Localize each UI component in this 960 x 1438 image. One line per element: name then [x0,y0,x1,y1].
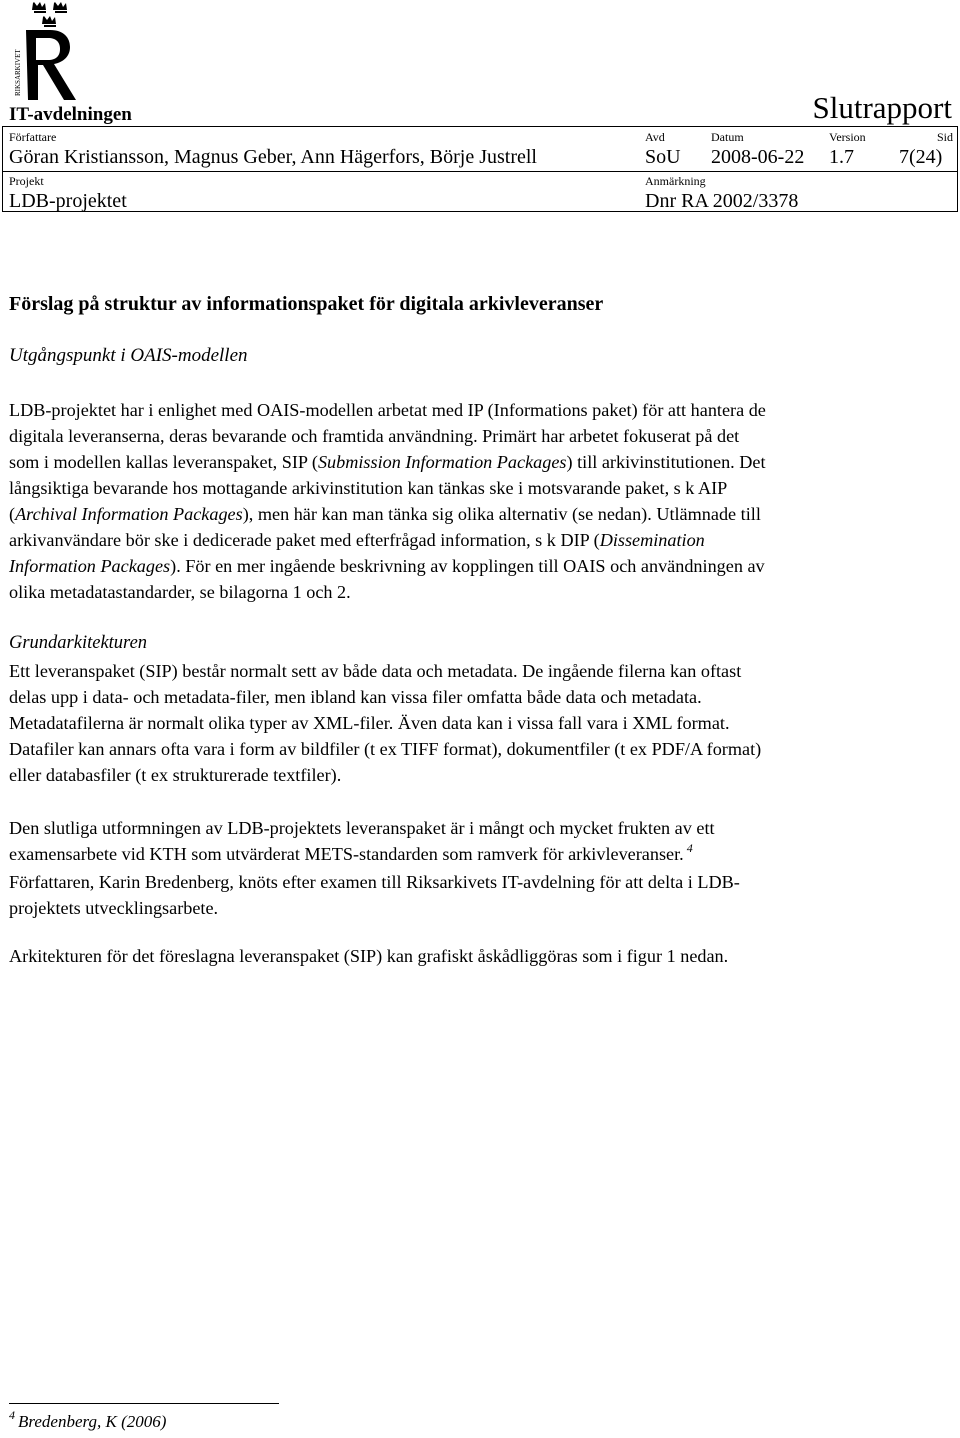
subheading-oais: Utgångspunkt i OAIS-modellen [9,345,248,366]
text-run: Metadatafilerna är normalt olika typer av XML-filer. Även data kan i vissa fall vara i XML format. [9,713,730,733]
text-run: ). För en mer ingående beskrivning av kopplingen till OAIS och användningen av [170,556,765,576]
text-line [9,423,951,449]
text-run: digitala leveranserna, deras bevarande och framtida användning. Primärt har arbetet fokuserat på det [9,426,740,446]
text-line [9,710,951,736]
version-value: 1.7 [829,146,854,168]
text-run: delas upp i data- och metadata-filer, men ibland kan vissa filer omfatta både data och metadata. [9,687,702,707]
text-run: långsiktiga bevarande hos mottagande arkivinstitution kan tänkas ske i motsvarande paket, s k AIP [9,478,728,498]
footnote-text: Bredenberg, K (2006) [18,1412,167,1431]
section-heading: Förslag på struktur av informationspaket för digitala arkivleveranser [9,293,604,315]
text-line [9,501,951,527]
text-line [9,841,951,869]
text-run: olika metadatastandarder, se bilagorna 1 och 2. [9,582,351,602]
note-cell [639,171,957,212]
text-run: ) till arkivinstitutionen. Det [566,452,766,472]
riksarkivet-logo [12,0,80,100]
paragraph-figure-intro [9,943,951,969]
text-line [9,684,951,710]
text-run: LDB-projektet har i enlighet med OAIS-modellen arbetat med IP (Informations paket) för att hantera de [9,400,766,420]
footnote-number: 4 [9,1408,15,1422]
page-label: Sid [936,130,953,144]
text-line [9,449,951,475]
date-value: 2008-06-22 [711,146,805,168]
note-label: Anmärkning [645,174,706,188]
date-label: Datum [711,130,744,144]
avd-cell [639,127,705,171]
project-cell [3,171,639,212]
svg-text:RIKSARKIVET: RIKSARKIVET [14,49,22,96]
note-value: Dnr RA 2002/3378 [645,190,799,212]
document-type: Slutrapport [812,90,952,125]
text-run: arkivanvändare bör ske i dedicerade paket med efterfrågad information, s k DIP ( [9,530,600,550]
text-run: examensarbete vid KTH som utvärderat METS-standarden som ramverk för arkivleveranser. [9,844,684,864]
avd-value: SoU [645,146,681,168]
text-run: Arkitekturen för det föreslagna leveranspaket (SIP) kan grafiskt åskådliggöras som i figur 1 nedan. [9,946,729,966]
footnote-separator [9,1403,279,1404]
project-label: Projekt [9,174,44,188]
version-cell [823,127,887,171]
text-line [9,869,951,895]
document-info-table [2,126,958,212]
date-cell [705,127,823,171]
text-run: Författaren, Karin Bredenberg, knöts efter examen till Riksarkivets IT-avdelning för att delta i LDB- [9,872,740,892]
text-line [9,475,951,501]
authors-label: Författare [9,130,57,144]
text-run: Den slutliga utformningen av LDB-projektets leveranspaket är i mångt och mycket frukten av ett [9,818,715,838]
text-line [9,658,951,684]
text-run: Submission Information Packages [317,452,567,472]
version-label: Version [829,130,866,144]
text-line [9,736,951,762]
paragraph-architecture [9,658,951,788]
text-line [9,527,951,553]
text-run: som i modellen kallas leveranspaket, SIP ( [9,452,318,472]
text-run: Archival Information Packages [15,504,243,524]
text-line [9,397,951,423]
project-value: LDB-projektet [9,190,127,212]
text-run: Datafiler kan annars ofta vara i form av bildfiler (t ex TIFF format), dokumentfiler (t ex PDF/A format) [9,739,762,759]
department-name: IT-avdelningen [9,104,132,125]
avd-label: Avd [645,130,665,144]
text-run: Dissemination [599,530,705,550]
page-value: 7(24) [899,146,943,168]
authors-value: Göran Kristiansson, Magnus Geber, Ann Hägerfors, Börje Justrell [9,146,537,168]
text-run: Information Packages [9,556,171,576]
authors-cell [3,127,639,171]
text-line [9,553,951,579]
paragraph-thesis [9,815,951,921]
text-run: ( [9,504,16,524]
text-line [9,815,951,841]
footnote-reference: 4 [686,841,693,855]
text-run: Ett leveranspaket (SIP) består normalt sett av både data och metadata. De ingående filerna kan oftast [9,661,742,681]
text-line [9,762,951,788]
subheading-architecture: Grundarkitekturen [9,633,148,653]
page-cell [887,127,957,171]
text-line [9,579,951,605]
text-run: eller databasfiler (t ex strukturerade textfiler). [9,765,342,785]
text-line [9,895,951,921]
footnote [9,1408,167,1432]
text-run: ), men här kan man tänka sig olika alternativ (se nedan). Utlämnade till [242,504,761,524]
text-run: projektets utvecklingsarbete. [9,898,219,918]
paragraph-oais [9,397,951,605]
text-line [9,943,951,969]
